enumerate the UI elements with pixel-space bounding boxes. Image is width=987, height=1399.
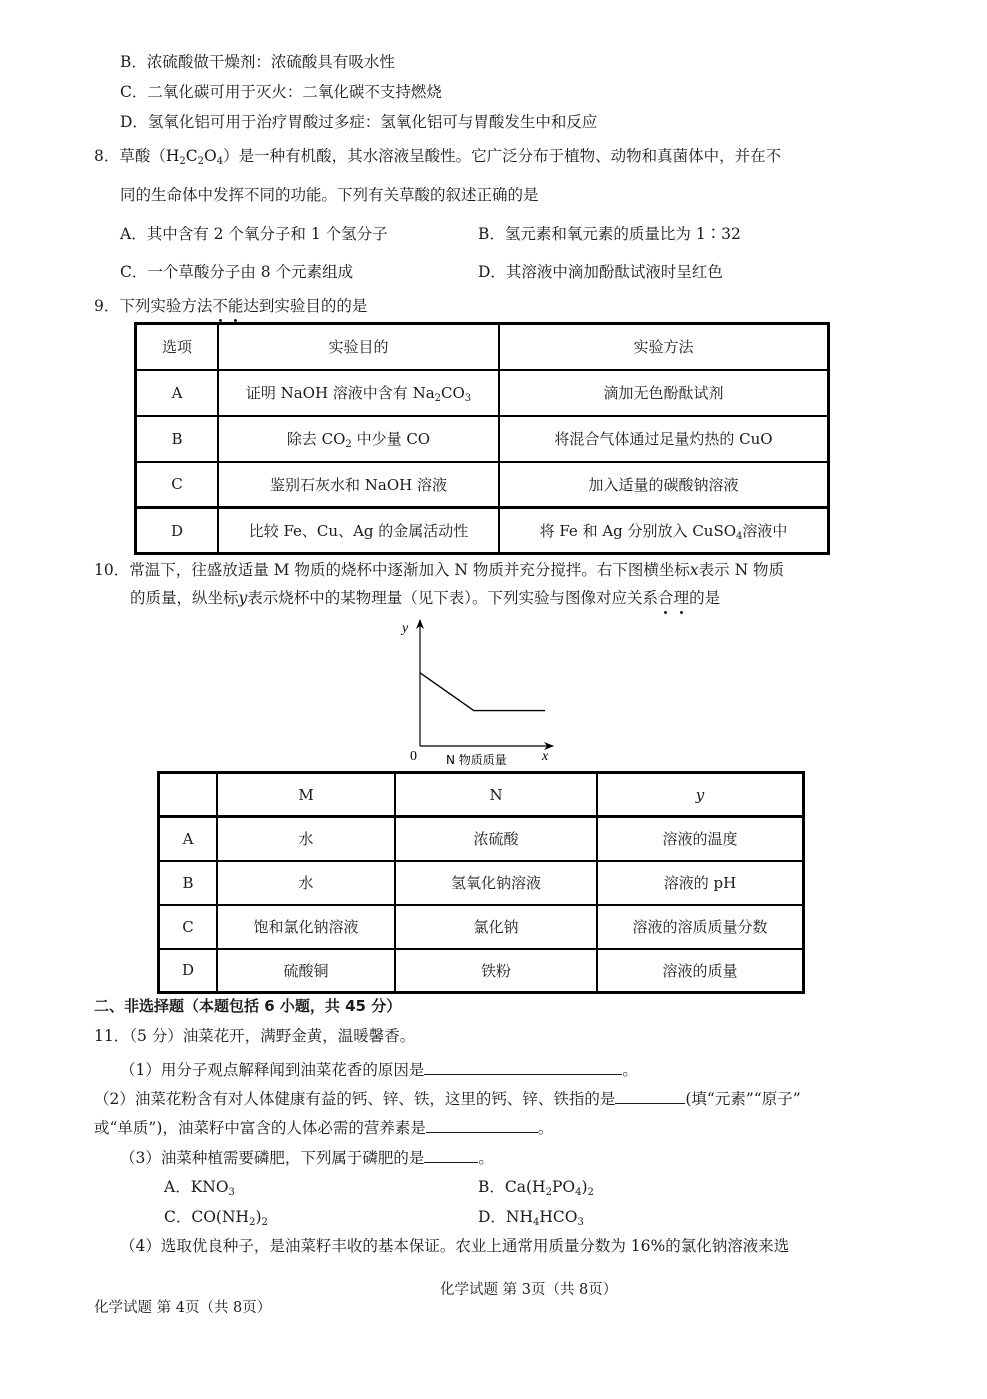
q9-stem bbox=[94, 296, 367, 316]
subscript: 2 bbox=[545, 1187, 552, 1198]
subscript: 3 bbox=[228, 1187, 235, 1198]
table-cell-option: C bbox=[136, 462, 219, 508]
table-cell-m: 水 bbox=[217, 817, 395, 861]
cell-text: 证明 NaOH 溶液中含有 Na bbox=[245, 384, 435, 402]
q11-part2-text: 或“单质”)，油菜籽中富含的人体必需的营养素是 bbox=[94, 1119, 426, 1137]
table-header bbox=[597, 773, 804, 817]
emphasis-char: 理 bbox=[673, 589, 690, 607]
page-footer-center: 化学试题 第 3页（共 8页） bbox=[440, 1282, 618, 1298]
subscript: 2 bbox=[249, 1217, 256, 1228]
table-cell-option: D bbox=[159, 949, 218, 993]
q11-option-c bbox=[164, 1207, 268, 1227]
option-text: B．Ca(H bbox=[478, 1178, 546, 1196]
emphasis-char: 不 bbox=[212, 297, 228, 315]
subscript: 4 bbox=[575, 1187, 582, 1198]
q10-stem-text: 表示烧杯中的某物理量（见下表）。下列实验与图像对应关系 bbox=[247, 589, 659, 607]
table-cell-n: 浓硫酸 bbox=[395, 817, 597, 861]
subscript: 2 bbox=[434, 393, 442, 404]
cell-text: 将 Fe 和 Ag 分别放入 CuSO bbox=[539, 522, 737, 540]
option-text: PO bbox=[551, 1178, 576, 1196]
q8-stem-text: ）是一种有机酸，其水溶液呈酸性。它广泛分布于植物、动物和真菌体中，并在不 bbox=[223, 147, 782, 165]
table-cell-m: 硫酸铜 bbox=[217, 949, 395, 993]
header-text: y bbox=[695, 785, 705, 804]
option-text: D．NH bbox=[478, 1208, 534, 1226]
punctuation: 。 bbox=[537, 1119, 554, 1137]
q11-option-a bbox=[164, 1177, 235, 1197]
answer-blank[interactable] bbox=[615, 1087, 685, 1104]
subscript: 2 bbox=[197, 156, 205, 167]
table-cell-option: C bbox=[159, 905, 218, 949]
table-header: 选项 bbox=[136, 324, 219, 370]
table-header-row bbox=[159, 773, 804, 817]
cell-text: 中少量 CO bbox=[351, 430, 431, 448]
table-row bbox=[136, 462, 829, 508]
q11-part1 bbox=[120, 1058, 638, 1080]
q9-stem-text: 下列实验方法 bbox=[119, 297, 213, 315]
variable-y: y bbox=[238, 589, 248, 607]
origin-label: 0 bbox=[410, 749, 417, 764]
q10-stem-text: 的是 bbox=[689, 589, 721, 607]
formula-part: O bbox=[204, 147, 217, 165]
table-cell-n: 铁粉 bbox=[395, 949, 597, 993]
section-heading: 二、非选择题（本题包括 6 小题，共 45 分） bbox=[94, 997, 402, 1015]
table-row bbox=[136, 416, 829, 462]
subscript: 2 bbox=[261, 1217, 268, 1228]
q8-stem-text: 草酸（H bbox=[119, 147, 180, 165]
q10-table bbox=[157, 771, 805, 994]
table-cell-y: 溶液的质量 bbox=[597, 949, 804, 993]
subscript: 4 bbox=[216, 156, 224, 167]
answer-blank[interactable] bbox=[426, 1116, 538, 1133]
q11-part1-text: （1）用分子观点解释闻到油菜花香的原因是 bbox=[120, 1061, 425, 1079]
q8-option-c: C．一个草酸分子由 8 个元素组成 bbox=[120, 263, 354, 281]
q10-stem-line1 bbox=[94, 560, 784, 580]
table-row bbox=[159, 861, 804, 905]
cell-text: CO bbox=[441, 384, 465, 402]
q11-part3 bbox=[120, 1146, 494, 1168]
table-cell-option: B bbox=[136, 416, 219, 462]
subscript: 4 bbox=[736, 531, 743, 542]
table-row bbox=[136, 508, 829, 554]
answer-blank[interactable] bbox=[424, 1058, 622, 1075]
q11-part2-text: （2）油菜花粉含有对人体健康有益的钙、锌、铁，这里的钙、锌、铁指的是 bbox=[94, 1090, 616, 1108]
table-row bbox=[159, 905, 804, 949]
subscript: 3 bbox=[577, 1217, 584, 1228]
table-cell-option: D bbox=[136, 508, 219, 554]
subscript: 2 bbox=[179, 156, 186, 167]
table-cell-y: 溶液的温度 bbox=[597, 817, 804, 861]
q8-stem-line1 bbox=[94, 146, 781, 166]
table-cell-purpose bbox=[218, 416, 499, 462]
q10-stem-text: 常温下，往盛放适量 M 物质的烧杯中逐渐加入 N 物质并充分搅拌。右下图横坐标 bbox=[129, 561, 690, 579]
y-axis-label: y bbox=[402, 621, 409, 636]
q11-part2-line2 bbox=[94, 1116, 553, 1138]
table-cell-option: B bbox=[159, 861, 218, 905]
option-text: ) bbox=[255, 1208, 262, 1226]
table-header: 实验方法 bbox=[499, 324, 829, 370]
q7-option-c: C．二氧化碳可用于灭火：二氧化碳不支持燃烧 bbox=[120, 83, 442, 101]
table-cell-n: 氢氧化钠溶液 bbox=[395, 861, 597, 905]
table-row bbox=[136, 370, 829, 416]
table-cell-m: 水 bbox=[217, 861, 395, 905]
q8-option-a: A．其中含有 2 个氧分子和 1 个氢分子 bbox=[120, 225, 388, 243]
q7-option-d: D．氢氧化铝可用于治疗胃酸过多症：氢氧化铝可与胃酸发生中和反应 bbox=[120, 113, 598, 131]
page-footer-left: 化学试题 第 4页（共 8页） bbox=[94, 1300, 272, 1316]
q10-number: 10． bbox=[94, 561, 130, 579]
x-axis-label: N 物质质量 bbox=[446, 753, 507, 767]
q9-stem-text: 达到实验目的的是 bbox=[243, 297, 368, 315]
cell-text: 溶液中 bbox=[742, 522, 788, 540]
table-cell-purpose: 鉴别石灰水和 NaOH 溶液 bbox=[218, 462, 499, 508]
q11-option-b bbox=[478, 1177, 594, 1197]
x-axis-var-label: x bbox=[542, 749, 549, 764]
q11-part2-line1 bbox=[94, 1087, 801, 1109]
q8-option-b: B．氢元素和氧元素的质量比为 1∶32 bbox=[478, 225, 741, 243]
q10-stem-line2 bbox=[130, 588, 720, 608]
table-cell-purpose: 比较 Fe、Cu、Ag 的金属活动性 bbox=[218, 508, 499, 554]
table-header: M bbox=[217, 773, 395, 817]
table-header bbox=[159, 773, 218, 817]
formula-part: C bbox=[185, 147, 198, 165]
table-cell-method: 滴加无色酚酞试剂 bbox=[499, 370, 829, 416]
table-cell-option: A bbox=[136, 370, 219, 416]
q8-stem-line2: 同的生命体中发挥不同的功能。下列有关草酸的叙述正确的是 bbox=[120, 186, 539, 204]
option-text: C．CO(NH bbox=[164, 1208, 250, 1226]
subscript: 3 bbox=[464, 393, 472, 404]
subscript: 4 bbox=[533, 1217, 540, 1228]
option-text: HCO bbox=[539, 1208, 578, 1226]
option-text: ) bbox=[581, 1178, 588, 1196]
q8-number: 8． bbox=[94, 147, 120, 165]
table-cell-option: A bbox=[159, 817, 218, 861]
table-cell-n: 氯化钠 bbox=[395, 905, 597, 949]
q11-part3-text: （3）油菜种植需要磷肥，下列属于磷肥的是 bbox=[120, 1149, 425, 1167]
table-cell-y: 溶液的溶质质量分数 bbox=[597, 905, 804, 949]
punctuation: 。 bbox=[622, 1061, 638, 1079]
q11-part2-text: (填“元素”“原子” bbox=[685, 1090, 801, 1108]
q10-chart bbox=[390, 610, 570, 770]
series-line bbox=[420, 673, 545, 711]
table-row bbox=[159, 817, 804, 861]
table-cell-m: 饱和氯化钠溶液 bbox=[217, 905, 395, 949]
q8-option-d: D．其溶液中滴加酚酞试液时呈红色 bbox=[478, 263, 723, 281]
emphasis-char: 合 bbox=[658, 589, 674, 607]
subscript: 2 bbox=[587, 1187, 594, 1198]
q9-number: 9． bbox=[94, 297, 120, 315]
table-cell-method: 加入适量的碳酸钠溶液 bbox=[499, 462, 829, 508]
option-text: A．KNO bbox=[164, 1178, 229, 1196]
table-cell-method: 将混合气体通过足量灼热的 CuO bbox=[499, 416, 829, 462]
table-header: N bbox=[395, 773, 597, 817]
q7-option-b: B．浓硫酸做干燥剂：浓硫酸具有吸水性 bbox=[120, 53, 395, 71]
q11-part4: （4）选取优良种子，是油菜籽丰收的基本保证。农业上通常用质量分数为 16%的氯化钠溶液来选 bbox=[120, 1237, 790, 1255]
q10-stem-text: 的质量，纵坐标 bbox=[130, 589, 239, 607]
emphasis-char: 能 bbox=[227, 297, 244, 315]
q11-option-d bbox=[478, 1207, 584, 1227]
table-header-row bbox=[136, 324, 829, 370]
table-header: 实验目的 bbox=[218, 324, 499, 370]
cell-text: 除去 CO bbox=[286, 430, 346, 448]
table-cell-method bbox=[499, 508, 829, 554]
q11-stem: 11．（5 分）油菜花开，满野金黄，温暖馨香。 bbox=[94, 1027, 416, 1045]
table-cell-y: 溶液的 pH bbox=[597, 861, 804, 905]
table-cell-purpose bbox=[218, 370, 499, 416]
table-row bbox=[159, 949, 804, 993]
variable-x: x bbox=[689, 561, 699, 579]
q10-stem-text: 表示 N 物质 bbox=[698, 561, 785, 579]
answer-blank[interactable] bbox=[424, 1146, 478, 1163]
subscript: 2 bbox=[345, 439, 352, 450]
punctuation: 。 bbox=[478, 1149, 494, 1167]
q9-table bbox=[134, 322, 830, 555]
